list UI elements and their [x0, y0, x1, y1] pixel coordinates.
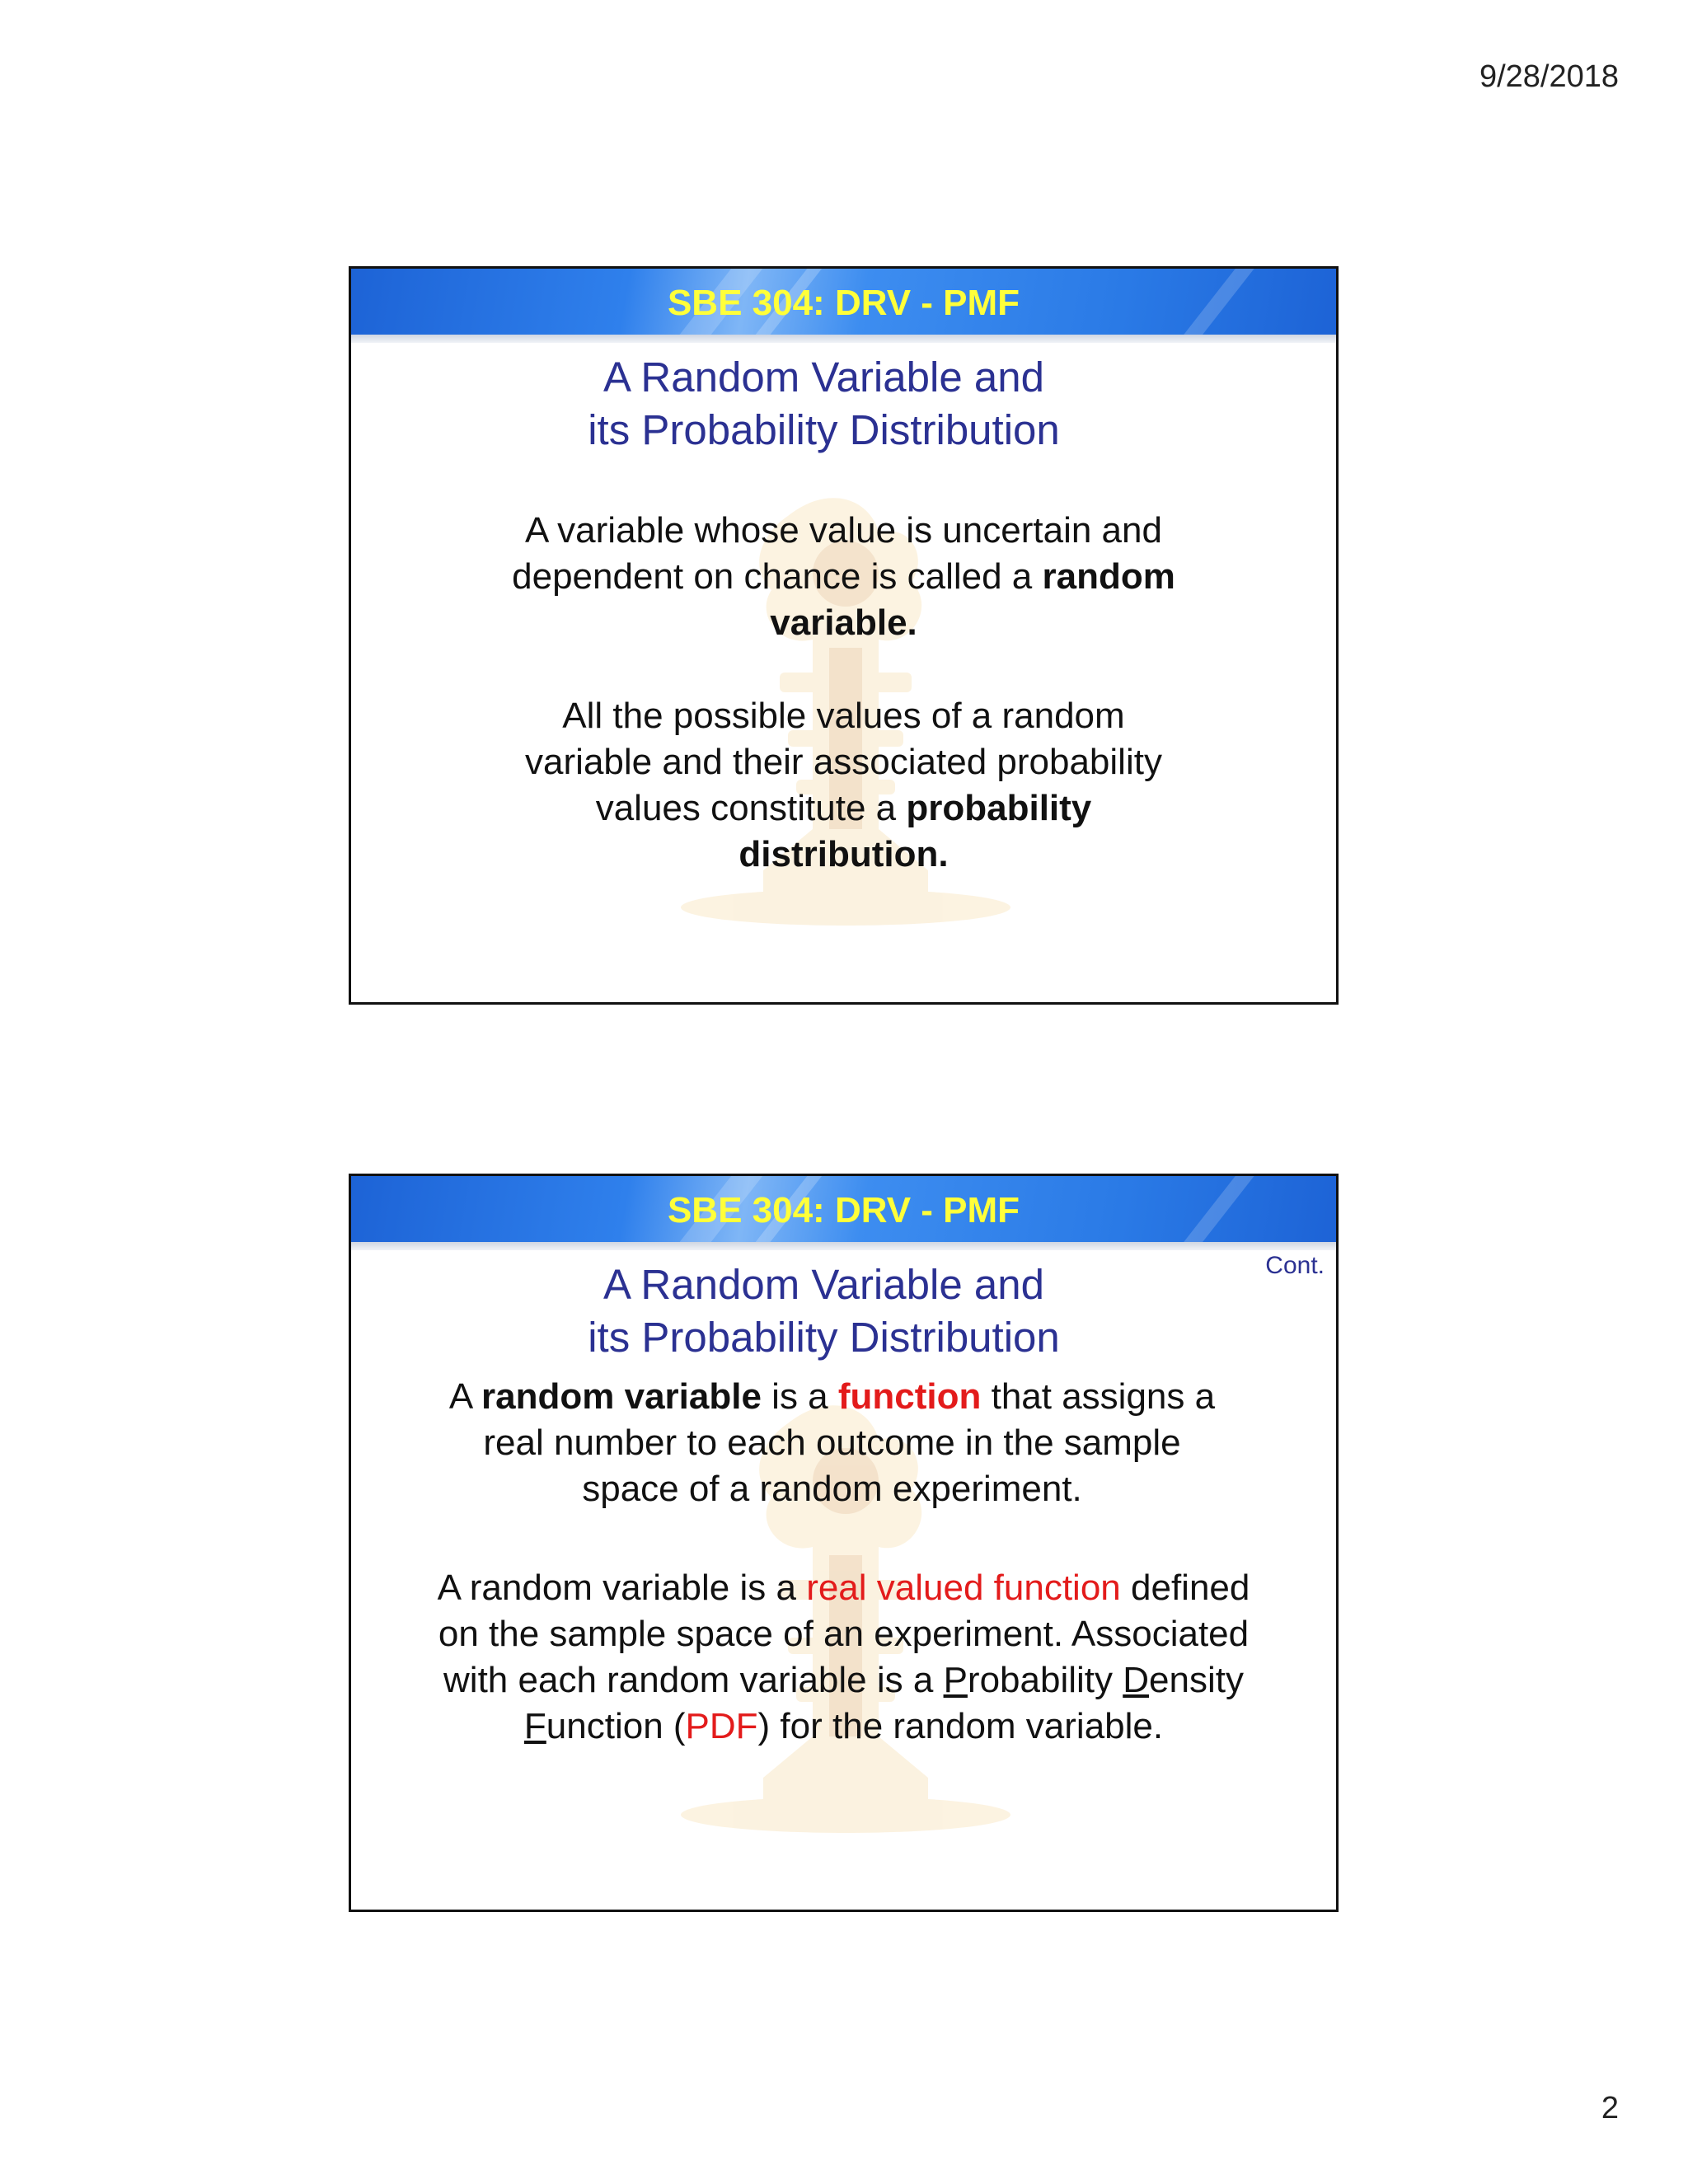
- text-line: on the sample space of an experiment. Associated: [438, 1614, 1250, 1654]
- red-bold-term: function: [837, 1376, 982, 1417]
- red-term: real valued function: [806, 1568, 1121, 1608]
- underlined-initial: F: [523, 1706, 546, 1746]
- underlined-initial: P: [943, 1660, 968, 1700]
- header-divider: [351, 1242, 1336, 1250]
- text-line: space of a random experiment.: [582, 1469, 1082, 1509]
- text-run: ) for the random variable.: [757, 1706, 1164, 1746]
- pdf-paragraph: [351, 1565, 1336, 1750]
- slide-title-line-1: A Random Variable and: [603, 1261, 1044, 1308]
- text-line: [351, 1565, 1336, 1611]
- bold-term: random variable: [481, 1376, 762, 1417]
- text-run: A random variable is a: [437, 1568, 807, 1608]
- bold-term: random: [1042, 556, 1175, 597]
- text-line: A variable whose value is uncertain and: [525, 510, 1162, 551]
- text-line: [351, 1704, 1336, 1750]
- page-number: 2: [1601, 2091, 1619, 2125]
- text-run: defined: [1120, 1568, 1250, 1608]
- slide-header-bar: [351, 1176, 1336, 1242]
- bold-term: probability: [906, 788, 1092, 828]
- text-run: with each random variable is a: [443, 1660, 944, 1700]
- text-run: values constitute a: [595, 788, 907, 828]
- function-definition-paragraph: [349, 1374, 1325, 1512]
- slide-header-title: SBE 304: DRV - PMF: [667, 283, 1020, 323]
- bold-term: distribution.: [738, 834, 949, 874]
- slide-title-line-1: A Random Variable and: [603, 354, 1044, 401]
- header-divider: [351, 335, 1336, 343]
- slide-title-line-2: its Probability Distribution: [588, 1314, 1060, 1361]
- text-line: variable and their associated probability: [525, 742, 1162, 782]
- page-date: 9/28/2018: [1479, 59, 1619, 94]
- slide-2: [349, 1174, 1339, 1912]
- slide-title-line-2: its Probability Distribution: [588, 406, 1060, 453]
- text-run: that assigns a: [981, 1376, 1216, 1417]
- text-line: [351, 554, 1336, 600]
- slide-header-title: SBE 304: DRV - PMF: [667, 1190, 1020, 1230]
- distribution-paragraph: [351, 693, 1336, 878]
- text-line: [351, 1657, 1336, 1704]
- text-run: robability: [967, 1660, 1123, 1700]
- text-line: real number to each outcome in the sample: [483, 1422, 1181, 1463]
- text-run: A: [448, 1376, 482, 1417]
- definition-paragraph: [351, 508, 1336, 646]
- text-line: [351, 785, 1336, 832]
- text-run: ensity: [1149, 1660, 1244, 1700]
- text-line: All the possible values of a random: [562, 696, 1125, 736]
- text-line: [349, 1374, 1325, 1420]
- red-term: PDF: [685, 1706, 758, 1746]
- underlined-initial: D: [1123, 1660, 1150, 1700]
- slide-header-bar: [351, 269, 1336, 335]
- continued-label: Cont.: [1265, 1252, 1325, 1279]
- slide-title: [349, 351, 1316, 457]
- slide-1: [349, 266, 1339, 1005]
- bold-term: variable.: [770, 602, 917, 643]
- text-run: unction (: [546, 1706, 686, 1746]
- text-run: is a: [761, 1376, 838, 1417]
- slide-title: [349, 1258, 1316, 1364]
- text-run: dependent on chance is called a: [512, 556, 1043, 597]
